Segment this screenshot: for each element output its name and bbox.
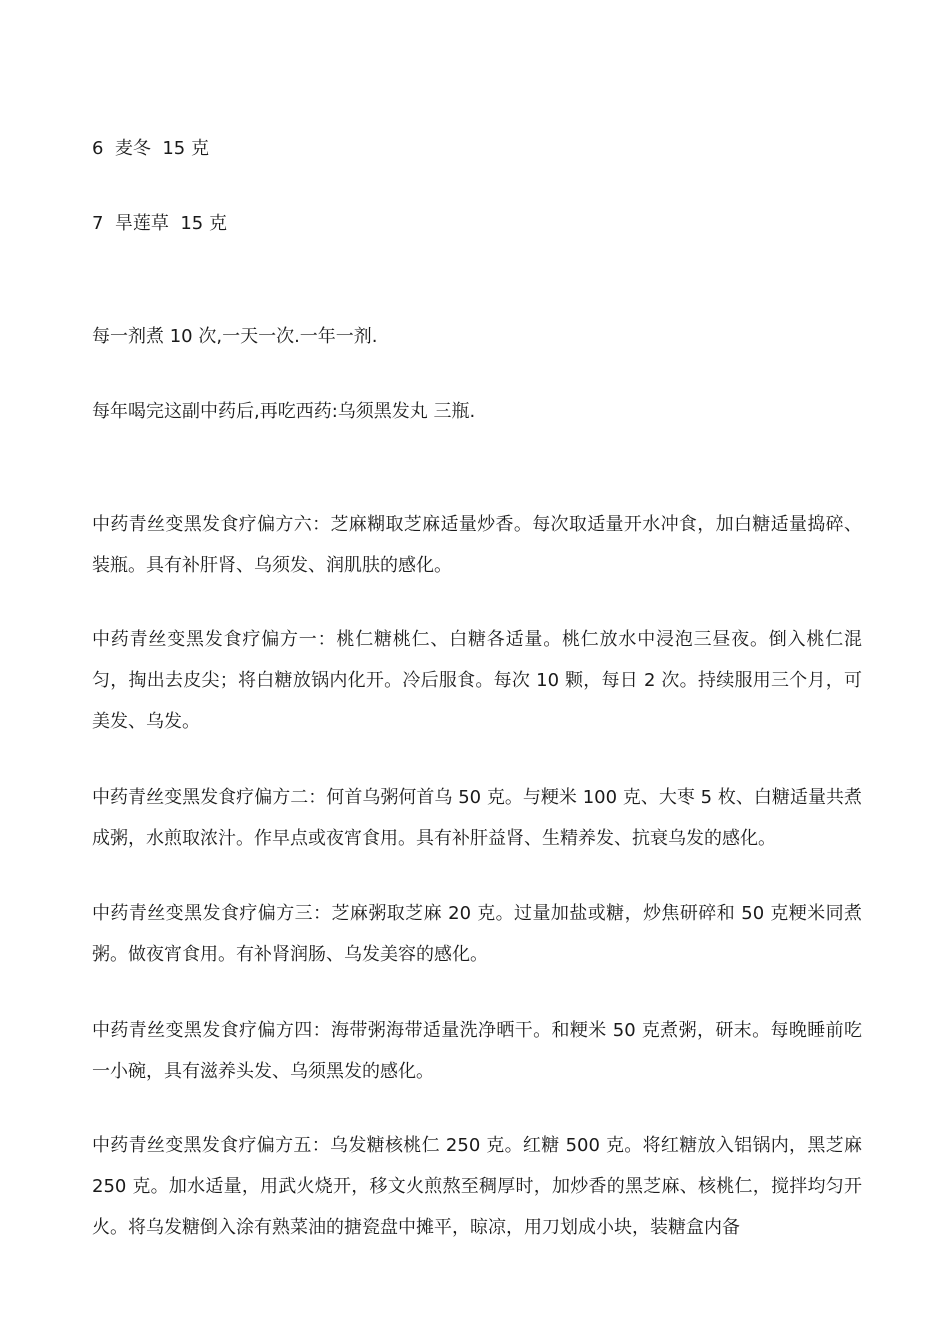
instruction-line: 每一剂煮 10 次,一天一次.一年一剂. xyxy=(92,326,378,347)
ingredient-amount: 15 克 xyxy=(162,138,209,159)
ingredient-line xyxy=(92,213,227,235)
ingredient-name: 旱莲草 xyxy=(114,213,169,234)
recipe-paragraph: 中药青丝变黑发食疗偏方三：芝麻粥取芝麻 20 克。过量加盐或糖，炒焦研碎和 50 克粳米同煮粥。做夜宵食用。有补肾润肠、乌发美容的感化。 xyxy=(92,903,862,965)
ingredient-line xyxy=(92,138,209,160)
ingredient-index: 6 xyxy=(92,138,104,159)
ingredient-index: 7 xyxy=(92,213,104,234)
ingredient-amount: 15 克 xyxy=(180,213,227,234)
ingredient-name: 麦冬 xyxy=(114,138,151,159)
recipe-paragraph: 中药青丝变黑发食疗偏方一：桃仁糖桃仁、白糖各适量。桃仁放水中浸泡三昼夜。倒入桃仁混匀，掏出去皮尖；将白糖放锅内化开。冷后服食。每次 10 颗，每日 2 次。持续服用三个月，可美发、乌发。 xyxy=(92,629,862,732)
instruction-line: 每年喝完这副中药后,再吃西药:乌须黑发丸 三瓶. xyxy=(92,401,476,422)
recipe-paragraph: 中药青丝变黑发食疗偏方四：海带粥海带适量洗净晒干。和粳米 50 克煮粥，研末。每晚睡前吃一小碗，具有滋养头发、乌须黑发的感化。 xyxy=(92,1020,862,1082)
recipe-paragraph: 中药青丝变黑发食疗偏方五：乌发糖核桃仁 250 克。红糖 500 克。将红糖放入铝锅内，黑芝麻 250 克。加水适量，用武火烧开，移文火煎熬至稠厚时，加炒香的黑芝麻、核桃仁，搅拌均匀开火。将乌发糖倒入涂有熟菜油的搪瓷盘中摊平，晾凉，用刀划成小块，装糖盒内备 xyxy=(92,1135,862,1238)
recipe-paragraph: 中药青丝变黑发食疗偏方二：何首乌粥何首乌 50 克。与粳米 100 克、大枣 5 枚、白糖适量共煮成粥，水煎取浓汁。作早点或夜宵食用。具有补肝益肾、生精养发、抗衰乌发的感化。 xyxy=(92,787,862,849)
recipe-paragraph: 中药青丝变黑发食疗偏方六：芝麻糊取芝麻适量炒香。每次取适量开水冲食，加白糖适量捣碎、装瓶。具有补肝肾、乌须发、润肌肤的感化。 xyxy=(92,514,862,576)
